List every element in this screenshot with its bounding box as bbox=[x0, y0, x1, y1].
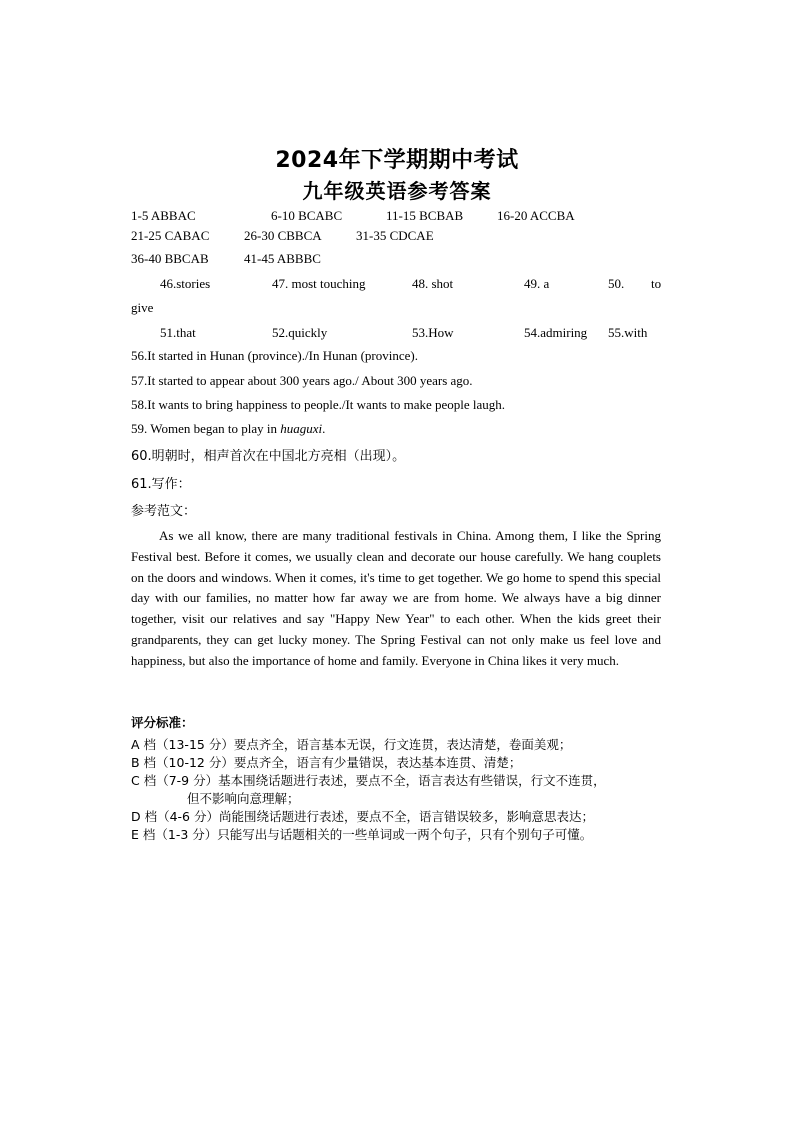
criteria-heading: 评分标准： bbox=[131, 715, 194, 730]
fill-answer-46: 46.stories bbox=[160, 276, 211, 291]
criteria-c-continued: 但不影响向意理解； bbox=[187, 791, 300, 806]
short-answer-59 bbox=[131, 421, 325, 437]
short-answer-60: 60.明朝时，相声首次在中国北方亮相（出现）。 bbox=[131, 449, 406, 464]
writing-label: 61.写作： bbox=[131, 477, 191, 492]
mc-answer-1-5: 1-5 ABBAC bbox=[131, 208, 196, 223]
sample-essay-text: As we all know, there are many traditional festivals in China. Among them, I like the Spring Festival best. Before it comes, we usually clean and decorate our house carefully. We hang couplets on the doors and windows. When it comes, it's time to get together. We go home to spend this special day with our families, no matter how far away we are from home. We always have a big dinner together, visit our relatives and say "Happy New Year" to each other. When the kids greet their grandparents, they can get lucky money. The Spring Festival can not only make us feel love and happiness, but also the importance of home and family. Everyone in China likes it very much. bbox=[131, 528, 661, 668]
criteria-d: D 档（4-6 分）尚能围绕话题进行表述，要点不全，语言错误较多，影响意思表达； bbox=[131, 809, 594, 824]
page-subtitle: 九年级英语参考答案 bbox=[302, 179, 492, 203]
mc-answer-26-30: 26-30 CBBCA bbox=[244, 228, 322, 243]
fill-answer-49: 49. a bbox=[524, 276, 550, 291]
sample-essay-label: 参考范文： bbox=[131, 504, 197, 519]
fill-answer-50: 50. bbox=[608, 276, 625, 291]
fill-answer-47: 47. most touching bbox=[272, 276, 366, 291]
fill-answer-48: 48. shot bbox=[412, 276, 454, 291]
fill-answer-51: 51.that bbox=[160, 325, 196, 340]
fill-answer-55: 55.with bbox=[608, 325, 648, 340]
fill-answer-50-text: to bbox=[651, 276, 662, 291]
mc-answer-21-25: 21-25 CABAC bbox=[131, 228, 210, 243]
page-title: 2024年下学期期中考试 bbox=[275, 148, 519, 173]
mc-answer-6-10: 6-10 BCABC bbox=[271, 208, 343, 223]
fill-answer-52: 52.quickly bbox=[272, 325, 328, 340]
short-answer-56: 56.It started in Hunan (province)./In Hunan (province). bbox=[131, 348, 418, 363]
short-answer-57: 57.It started to appear about 300 years ago./ About 300 years ago. bbox=[131, 373, 473, 388]
fill-answer-50-wrap: give bbox=[131, 300, 154, 315]
mc-answer-36-40: 36-40 BBCAB bbox=[131, 251, 209, 266]
short-answer-59-italic: huaguxi bbox=[280, 421, 323, 436]
short-answer-58: 58.It wants to bring happiness to people./It wants to make people laugh. bbox=[131, 397, 506, 412]
sample-essay bbox=[131, 526, 661, 672]
mc-answer-16-20: 16-20 ACCBA bbox=[497, 208, 575, 223]
mc-answer-41-45: 41-45 ABBBC bbox=[244, 251, 321, 266]
criteria-a: A 档（13-15 分）要点齐全，语言基本无误，行文连贯，表达清楚，卷面美观； bbox=[131, 737, 572, 752]
fill-answer-53: 53.How bbox=[412, 325, 454, 340]
criteria-b: B 档（10-12 分）要点齐全，语言有少量错误，表达基本连贯、清楚； bbox=[131, 755, 522, 770]
mc-answer-31-35: 31-35 CDCAE bbox=[356, 228, 434, 243]
mc-answer-11-15: 11-15 BCBAB bbox=[386, 208, 464, 223]
short-answer-59-suffix: . bbox=[322, 421, 326, 436]
criteria-c: C 档（7-9 分）基本围绕话题进行表述，要点不全，语言表达有些错误，行文不连贯， bbox=[131, 773, 606, 788]
short-answer-59-prefix: 59. Women began to play in bbox=[131, 421, 281, 436]
criteria-e: E 档（1-3 分）只能写出与话题相关的一些单词或一两个句子，只有个别句子可懂。 bbox=[131, 827, 593, 842]
fill-answer-54: 54.admiring bbox=[524, 325, 588, 340]
